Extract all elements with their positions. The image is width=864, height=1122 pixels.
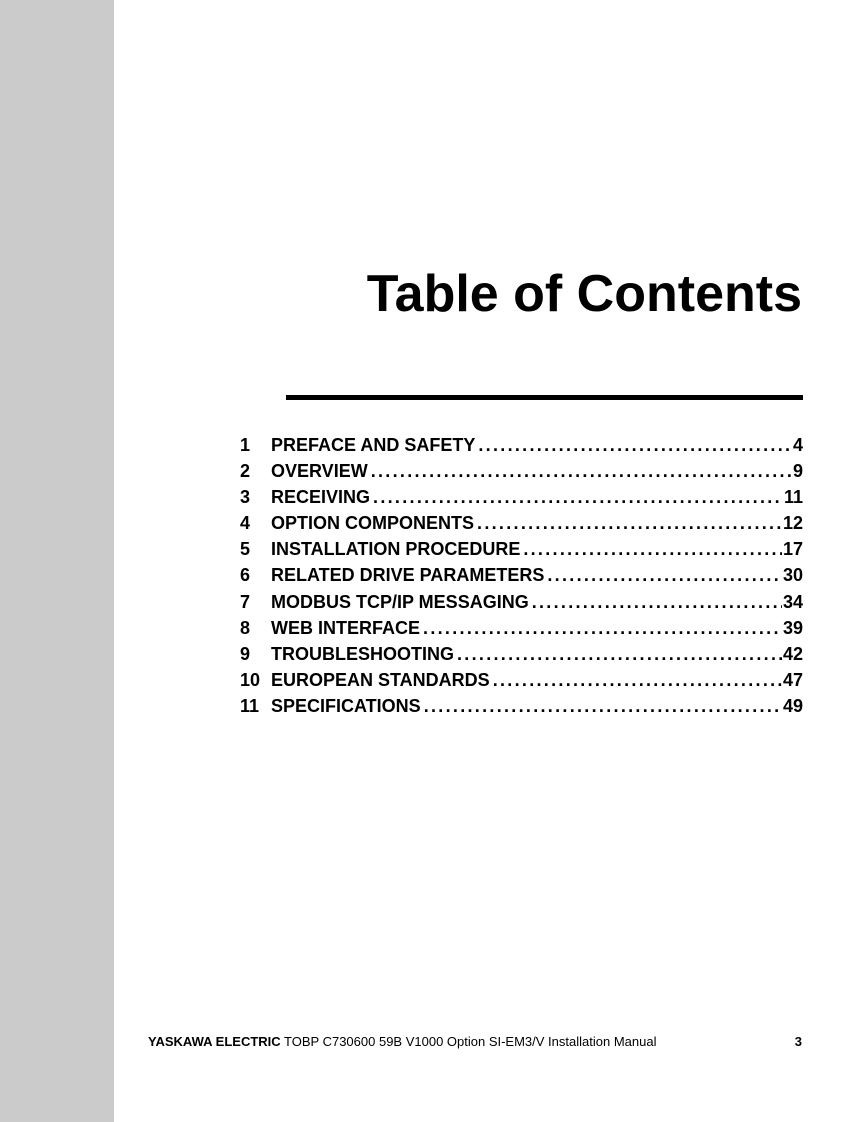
toc-entry-page: 34 [782, 591, 803, 612]
toc-dot-leader [493, 667, 782, 693]
title-divider [286, 395, 803, 400]
toc-entry-title: PREFACE AND SAFETY [271, 435, 476, 455]
toc-dot-leader [478, 432, 792, 458]
toc-entry-title: MODBUS TCP/IP MESSAGING [271, 591, 529, 612]
footer-document-title: TOBP C730600 59B V1000 Option SI-EM3/V Installation Manual [280, 1034, 657, 1049]
page-footer [148, 1034, 656, 1050]
toc-entry[interactable] [240, 589, 803, 615]
toc-dot-leader [423, 615, 782, 641]
toc-entry[interactable] [240, 510, 803, 536]
toc-entry-number: 1 [240, 435, 251, 455]
toc-entry-title: RELATED DRIVE PARAMETERS [271, 565, 545, 586]
toc-entry-title: TROUBLESHOOTING [271, 643, 454, 664]
toc-dot-leader [532, 589, 782, 615]
toc-dot-leader [477, 510, 782, 536]
toc-entry-page: 17 [782, 539, 803, 560]
toc-dot-leader [457, 641, 782, 667]
footer-brand: YASKAWA ELECTRIC [148, 1034, 281, 1049]
table-of-contents [240, 432, 803, 719]
page-title: Table of Contents [366, 265, 802, 323]
toc-entry-number: 9 [240, 643, 251, 664]
toc-dot-leader [424, 693, 782, 719]
toc-entry-page: 42 [782, 643, 803, 664]
toc-dot-leader [523, 536, 782, 562]
toc-entry-number: 6 [240, 565, 251, 586]
page-margin-sidebar [0, 0, 114, 1122]
toc-entry[interactable] [240, 693, 803, 719]
toc-entry-page: 4 [792, 435, 803, 455]
toc-dot-leader [547, 562, 782, 588]
toc-dot-leader [371, 458, 792, 484]
toc-entry-title: OPTION COMPONENTS [271, 513, 475, 534]
toc-entry-number: 11 [240, 695, 260, 716]
toc-entry-page: 39 [782, 617, 803, 638]
toc-entry-number: 10 [240, 669, 261, 690]
toc-entry-title: INSTALLATION PROCEDURE [271, 539, 521, 560]
toc-entry-number: 2 [240, 461, 251, 482]
page-number: 3 [794, 1034, 802, 1049]
toc-entry-number: 3 [240, 487, 251, 508]
toc-entry-title: EUROPEAN STANDARDS [271, 669, 490, 690]
toc-entry-number: 4 [240, 513, 251, 534]
toc-entry-page: 12 [782, 513, 803, 534]
toc-entry-title: RECEIVING [271, 487, 371, 508]
toc-entry-page: 47 [782, 669, 803, 690]
toc-entry-number: 8 [240, 617, 251, 638]
toc-entry-title: WEB INTERFACE [271, 617, 421, 638]
toc-dot-leader [373, 484, 783, 510]
toc-entry[interactable] [240, 484, 803, 510]
toc-entry-number: 7 [240, 591, 251, 612]
document-page [114, 0, 864, 1122]
toc-entry[interactable] [240, 615, 803, 641]
toc-entry[interactable] [240, 536, 803, 562]
toc-entry-page: 9 [792, 461, 803, 482]
toc-entry[interactable] [240, 458, 803, 484]
toc-entry[interactable] [240, 562, 803, 588]
toc-entry-number: 5 [240, 539, 251, 560]
toc-entry-page: 11 [783, 487, 803, 508]
toc-entry-page: 49 [782, 695, 803, 716]
toc-entry-page: 30 [782, 565, 803, 586]
toc-entry[interactable] [240, 641, 803, 667]
toc-entry-title: OVERVIEW [271, 461, 368, 482]
toc-entry[interactable] [240, 667, 803, 693]
toc-entry-title: SPECIFICATIONS [271, 695, 421, 716]
toc-entry[interactable] [240, 432, 803, 458]
